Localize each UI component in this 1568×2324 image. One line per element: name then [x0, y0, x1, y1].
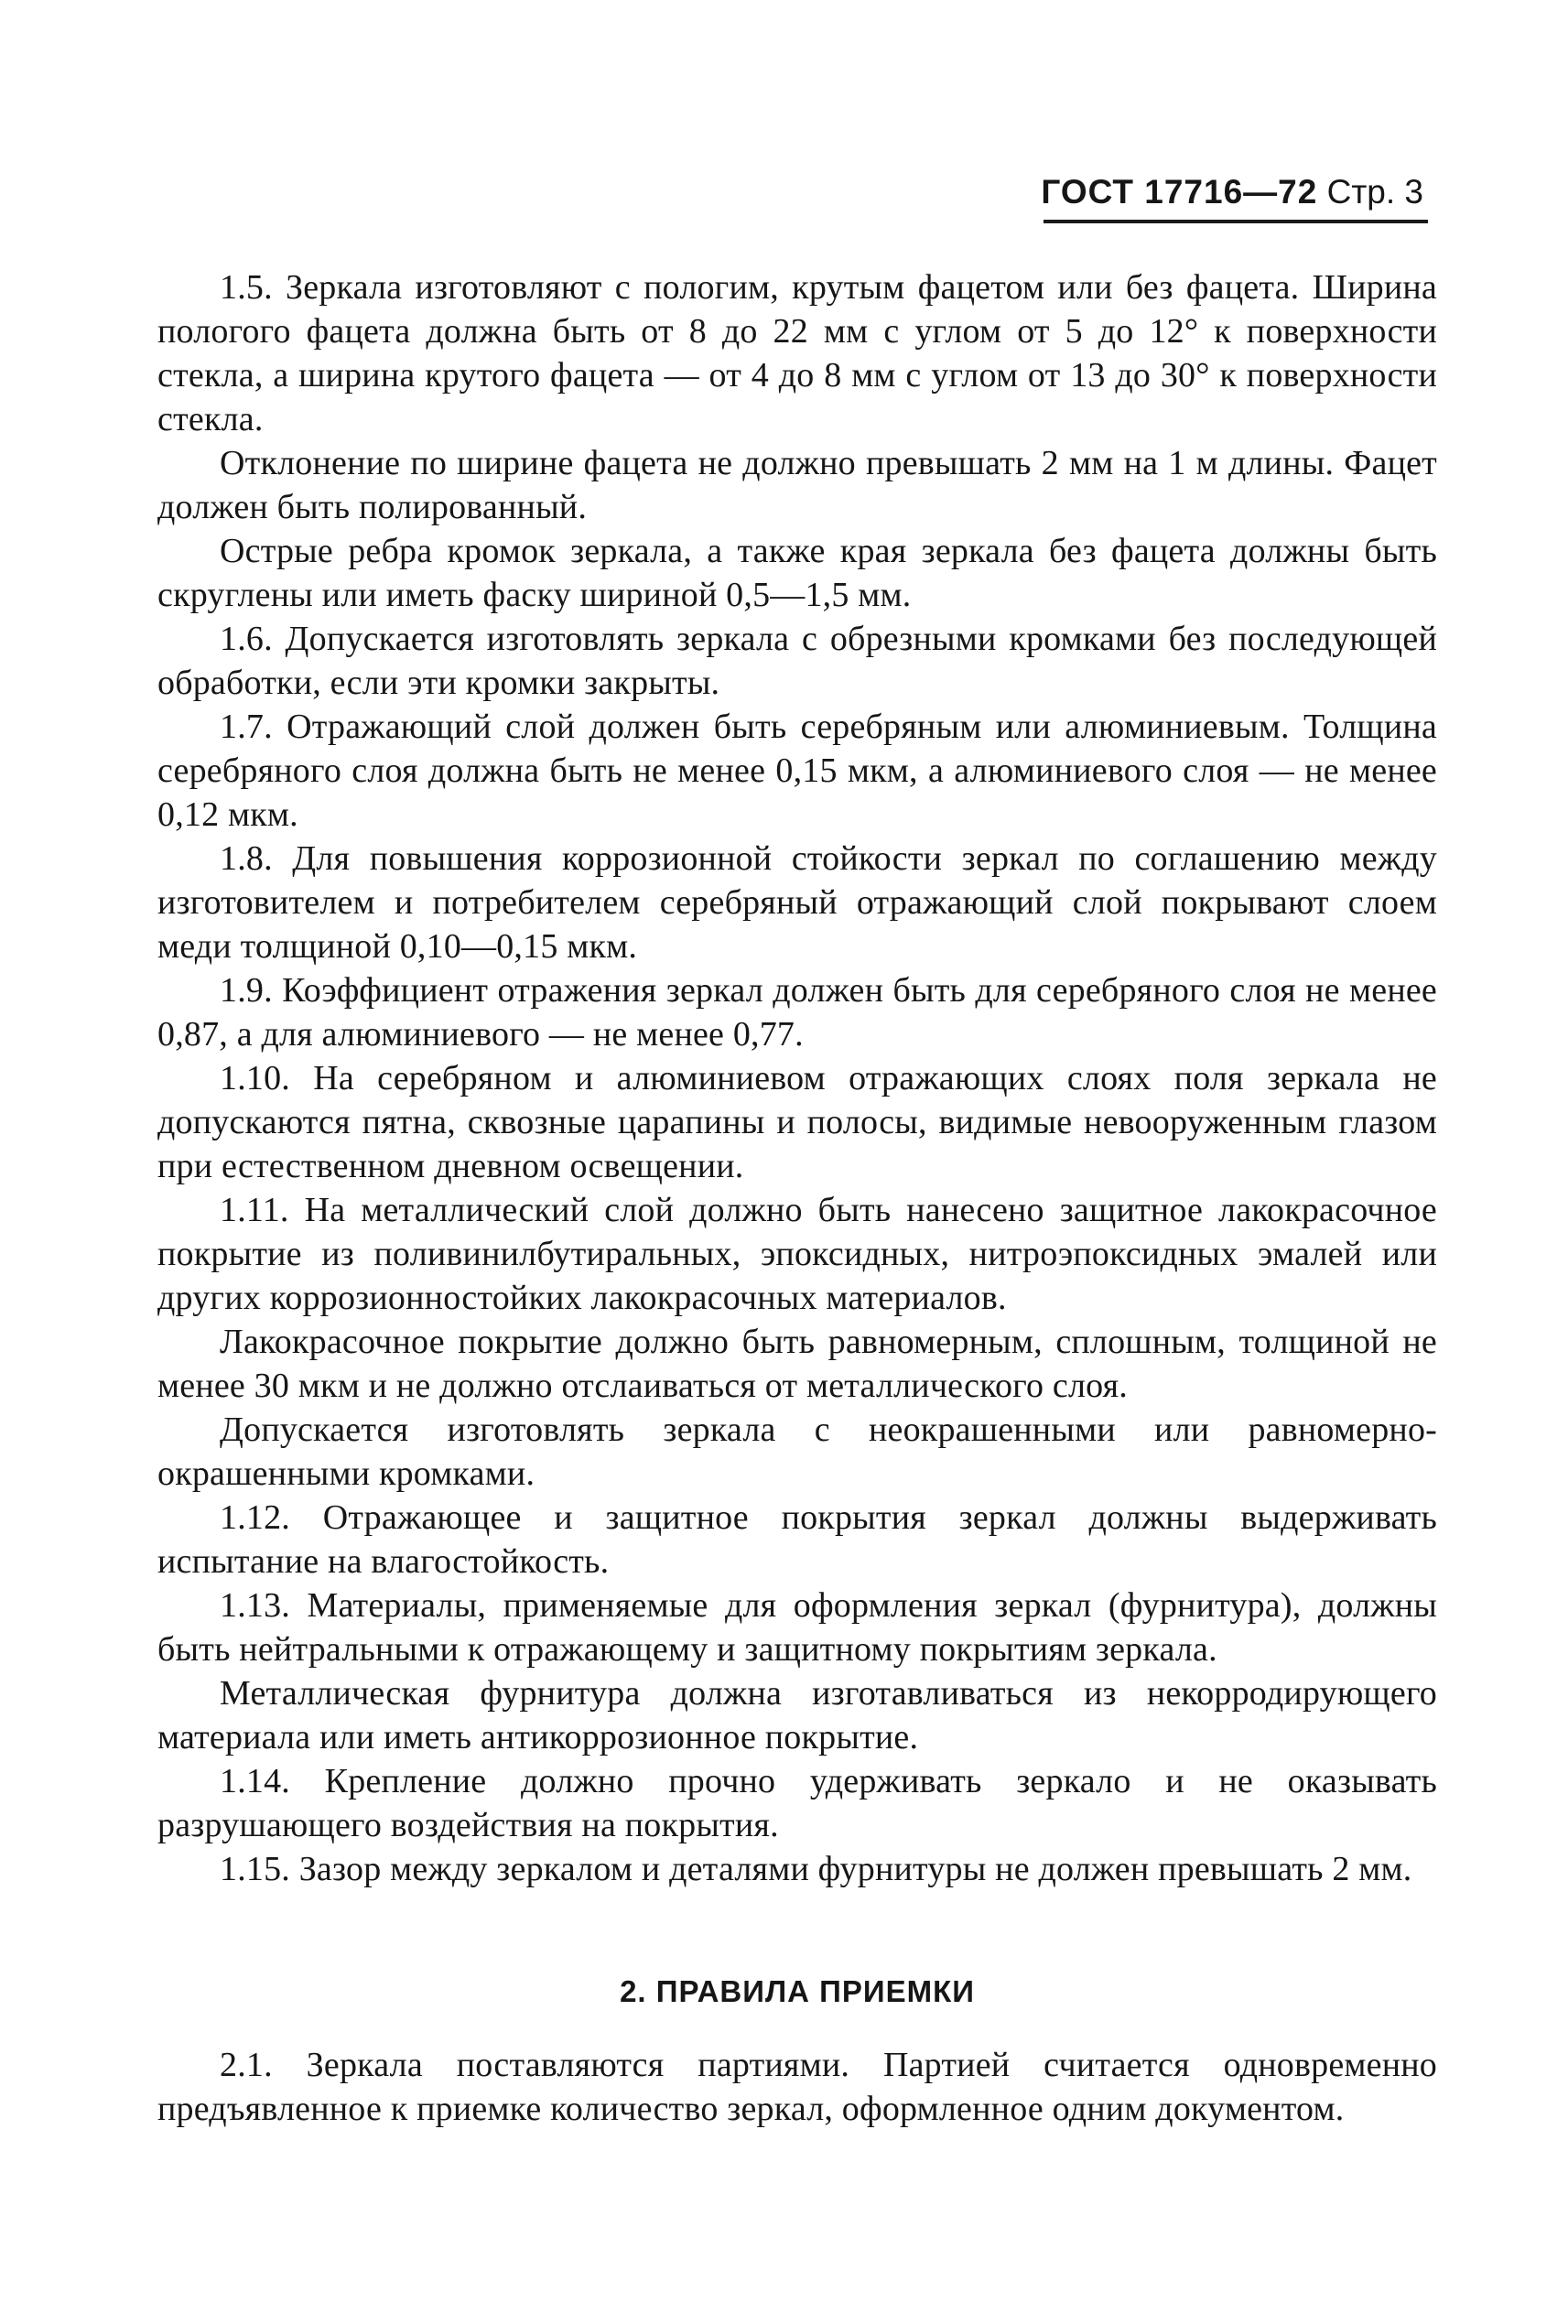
paragraph-1-10: 1.10. На серебряном и алюминиевом отражающих слоях поля зеркала не допускаются пятна, сквозные царапины и полосы, видимые невооруженным глазом при естественном дневном освещении.	[157, 1059, 1437, 1185]
paragraph-1-9: 1.9. Коэффициент отражения зеркал должен быть для серебряного слоя не менее 0,87, а для алюминиевого — не менее 0,77.	[157, 971, 1437, 1054]
page-header	[1041, 172, 1423, 212]
paragraph-1-12: 1.12. Отражающее и защитное покрытия зеркал должны выдерживать испытание на влагостойкость.	[157, 1498, 1437, 1581]
paragraph-1-11-coating: Лакокрасочное покрытие должно быть равномерным, сплошным, толщиной не менее 30 мкм и не должно отслаиваться от металлического слоя.	[157, 1323, 1437, 1405]
paragraph-1-5-edges: Острые ребра кромок зеркала, а также края зеркала без фацета должны быть скруглены или иметь фаску шириной 0,5—1,5 мм.	[157, 532, 1437, 614]
section-2-title: 2. ПРАВИЛА ПРИЕМКИ	[620, 1974, 975, 2008]
paragraph-1-6: 1.6. Допускается изготовлять зеркала с обрезными кромками без последующей обработки, если эти кромки закрыты.	[157, 620, 1437, 702]
header-rule	[1044, 220, 1428, 223]
paragraph-1-11: 1.11. На металлический слой должно быть нанесено защитное лакокрасочное покрытие из поливинилбутиральных, эпоксидных, нитроэпоксидных эмалей или других коррозионностойких лакокрасочных материалов.	[157, 1191, 1437, 1317]
paragraph-1-13: 1.13. Материалы, применяемые для оформления зеркал (фурнитура), должны быть нейтральными к отражающему и защитному покрытиям зеркала.	[157, 1586, 1437, 1669]
section-2-body	[157, 2043, 1437, 2131]
paragraph-1-13-metal: Металлическая фурнитура должна изготавливаться из некорродирующего материала или иметь антикоррозионное покрытие.	[157, 1674, 1437, 1757]
page-number: Стр. 3	[1326, 173, 1423, 211]
paragraph-1-7: 1.7. Отражающий слой должен быть серебряным или алюминиевым. Толщина серебряного слоя должна быть не менее 0,15 мкм, а алюминиевого слоя — не менее 0,12 мкм.	[157, 708, 1437, 834]
standard-code: ГОСТ 17716—72	[1041, 173, 1318, 211]
paragraph-1-15: 1.15. Зазор между зеркалом и деталями фурнитуры не должен превышать 2 мм.	[220, 1850, 1412, 1888]
paragraph-2-1: 2.1. Зеркала поставляются партиями. Партией считается одновременно предъявленное к приемке количество зеркал, оформленное одним документом.	[157, 2046, 1437, 2128]
paragraph-1-5: 1.5. Зеркала изготовляют с пологим, крутым фацетом или без фацета. Ширина пологого фацета должна быть от 8 до 22 мм с углом от 5 до 12° к поверхности стекла, а ширина крутого фацета — от 4 до 8 мм с углом от 13 до 30° к поверхности стекла.	[157, 268, 1437, 438]
paragraph-1-11-edges: Допускается изготовлять зеркала с неокрашенными или равномерно-окрашенными кромками.	[157, 1411, 1437, 1493]
paragraph-1-14: 1.14. Крепление должно прочно удерживать зеркало и не оказывать разрушающего воздействия на покрытия.	[157, 1762, 1437, 1844]
section-1-body	[157, 265, 1437, 1891]
paragraph-1-8: 1.8. Для повышения коррозионной стойкости зеркал по соглашению между изготовителем и потребителем серебряный отражающий слой покрывают слоем меди толщиной 0,10—0,15 мкм.	[157, 839, 1437, 966]
paragraph-1-5-deviation: Отклонение по ширине фацета не должно превышать 2 мм на 1 м длины. Фацет должен быть полированный.	[157, 444, 1437, 526]
